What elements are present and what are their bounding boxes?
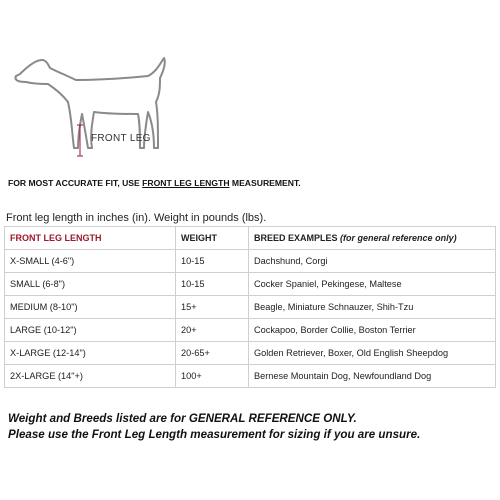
disclaimer-line-1: Weight and Breeds listed are for GENERAL REFERENCE ONLY. <box>8 412 357 425</box>
units-note: Front leg length in inches (in). Weight in pounds (lbs). <box>6 212 267 224</box>
weight-cell: 15+ <box>176 296 249 319</box>
table-row <box>5 365 496 388</box>
breeds-cell: Golden Retriever, Boxer, Old English Sheepdog <box>249 342 496 365</box>
size-cell: 2X-LARGE (14"+) <box>5 365 176 388</box>
breeds-cell: Cocker Spaniel, Pekingese, Maltese <box>249 273 496 296</box>
table-row <box>5 250 496 273</box>
breeds-cell: Beagle, Miniature Schnauzer, Shih-Tzu <box>249 296 496 319</box>
weight-cell: 20-65+ <box>176 342 249 365</box>
breeds-cell: Cockapoo, Border Collie, Boston Terrier <box>249 319 496 342</box>
disclaimer-line-2: Please use the Front Leg Length measurement for sizing if you are unsure. <box>8 427 421 441</box>
fit-note-prefix: FOR MOST ACCURATE FIT, USE <box>8 178 143 188</box>
breeds-cell: Bernese Mountain Dog, Newfoundland Dog <box>249 365 496 388</box>
fit-note-suffix: MEASUREMENT. <box>229 178 301 188</box>
front-leg-label: FRONT LEG <box>91 133 151 144</box>
table-row <box>5 319 496 342</box>
dog-silhouette-icon <box>8 52 178 164</box>
header-front-leg-length: FRONT LEG LENGTH <box>5 227 176 250</box>
breeds-cell: Dachshund, Corgi <box>249 250 496 273</box>
weight-cell: 20+ <box>176 319 249 342</box>
table-row <box>5 296 496 319</box>
header-breeds-note: (for general reference only) <box>340 233 457 243</box>
table-row <box>5 342 496 365</box>
size-cell: SMALL (6-8") <box>5 273 176 296</box>
header-weight: WEIGHT <box>176 227 249 250</box>
size-cell: LARGE (10-12") <box>5 319 176 342</box>
dog-diagram <box>8 52 178 164</box>
weight-cell: 100+ <box>176 365 249 388</box>
header-breeds-label: BREED EXAMPLES <box>254 233 338 243</box>
size-cell: MEDIUM (8-10") <box>5 296 176 319</box>
table-header-row <box>5 227 496 250</box>
size-chart-table <box>4 226 496 388</box>
fit-note-emphasis: FRONT LEG LENGTH <box>142 178 230 188</box>
table-row <box>5 273 496 296</box>
header-breed-examples <box>249 227 496 250</box>
weight-cell: 10-15 <box>176 250 249 273</box>
disclaimer <box>8 411 420 442</box>
weight-cell: 10-15 <box>176 273 249 296</box>
fit-note <box>8 178 301 188</box>
size-cell: X-LARGE (12-14") <box>5 342 176 365</box>
size-cell: X-SMALL (4-6") <box>5 250 176 273</box>
